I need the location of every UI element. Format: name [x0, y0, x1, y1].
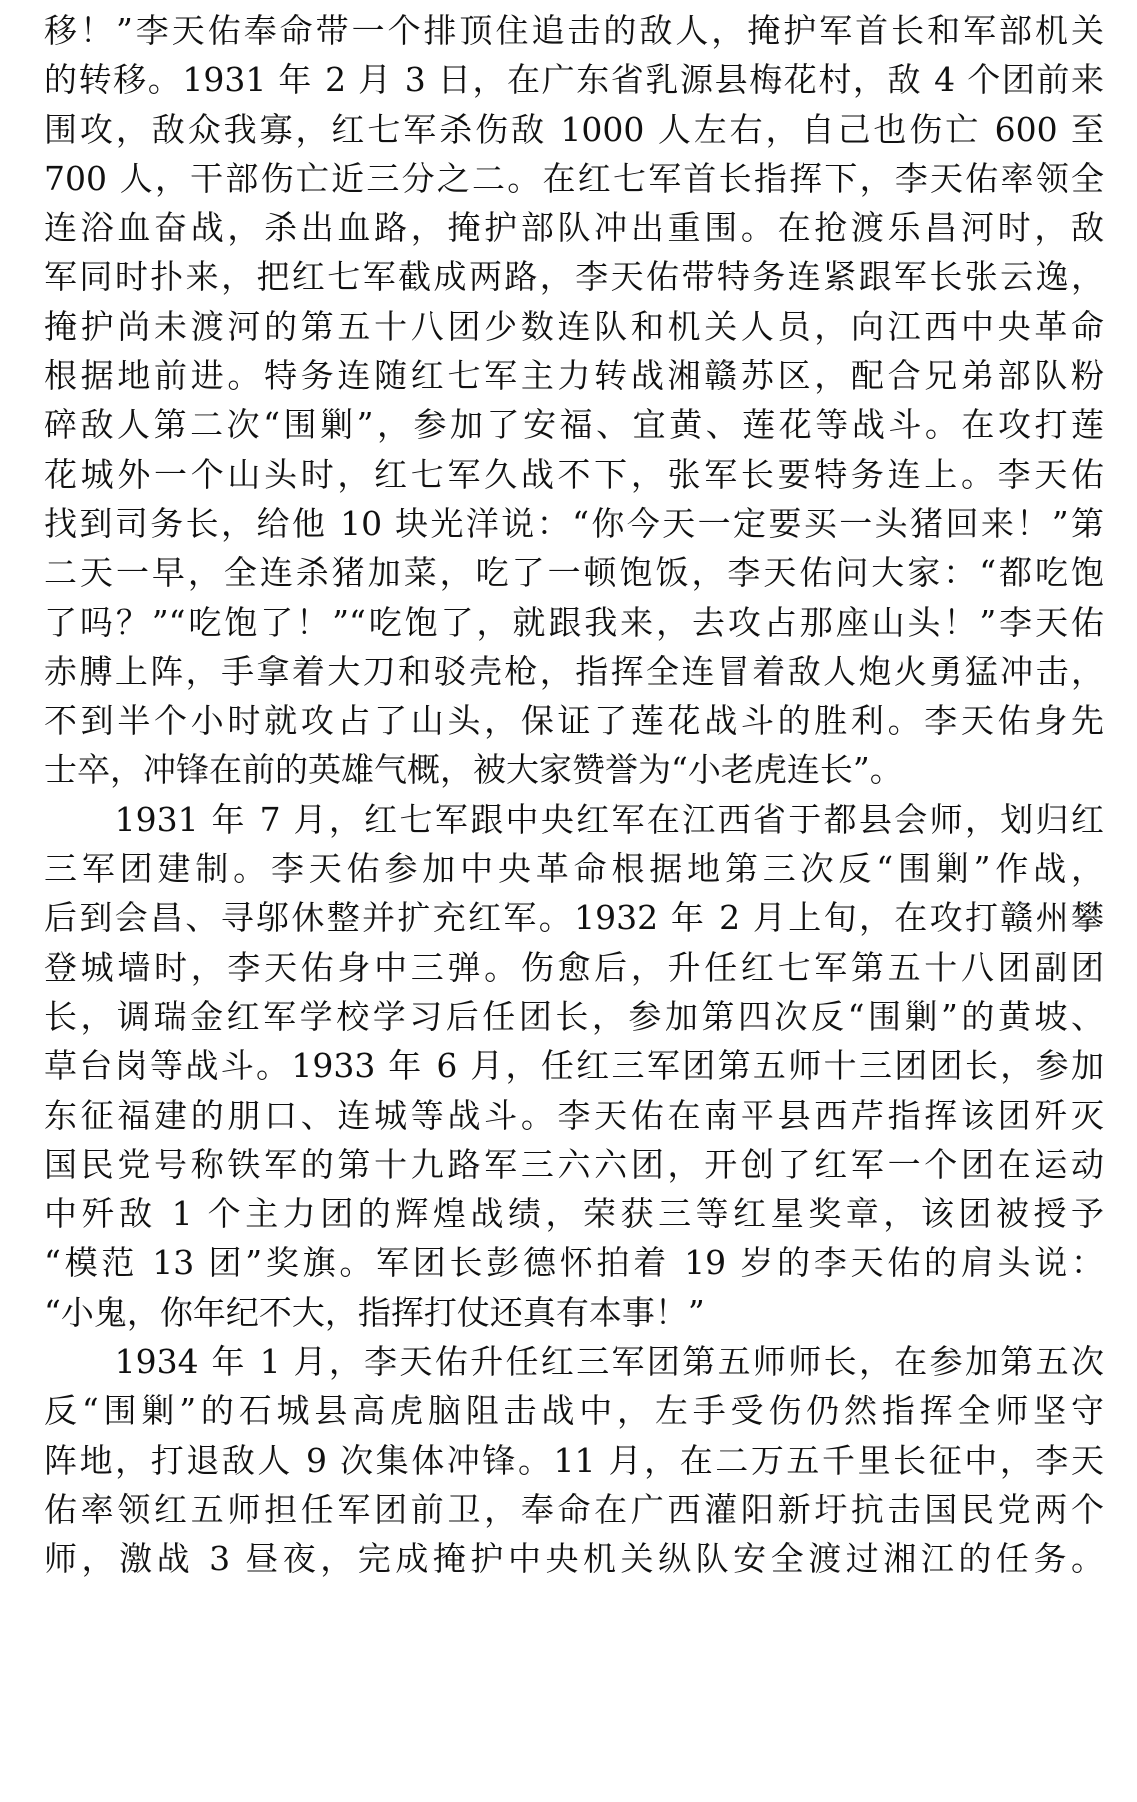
text-line: 碎敌人第二次“围剿”，参加了安福、宜黄、莲花等战斗。在攻打莲: [44, 405, 1104, 445]
text-line: 后到会昌、寻邬休整并扩充红军。1932 年 2 月上旬，在攻打赣州攀: [44, 898, 1104, 938]
text-line: 1934 年 1 月，李天佑升任红三军团第五师师长，在参加第五次: [44, 1342, 1104, 1382]
text-line: 移！”李天佑奉命带一个排顶住追击的敌人，掩护军首长和军部机关: [44, 11, 1104, 50]
text-line: 国民党号称铁军的第十九路军三六六团，开创了红军一个团在运动: [44, 1144, 1104, 1184]
text-line: 700 人，干部伤亡近三分之二。在红七军首长指挥下，李天佑率领全: [44, 158, 1104, 198]
text-line: 阵地，打退敌人 9 次集体冲锋。11 月，在二万五千里长征中，李天: [44, 1440, 1104, 1480]
text-line: 反“围剿”的石城县高虎脑阻击战中，左手受伤仍然指挥全师坚守: [44, 1391, 1104, 1431]
text-line: 佑率领红五师担任军团前卫，奉命在广西灌阳新圩抗击国民党两个: [44, 1489, 1104, 1529]
text-line: 军同时扑来，把红七军截成两路，李天佑带特务连紧跟军长张云逸，: [44, 257, 1104, 297]
text-line: 根据地前进。特务连随红七军主力转战湘赣苏区，配合兄弟部队粉: [44, 356, 1104, 396]
text-line: 花城外一个山头时，红七军久战不下，张军长要特务连上。李天佑: [44, 454, 1104, 494]
text-line: 围攻，敌众我寡，红七军杀伤敌 1000 人左右，自己也伤亡 600 至: [44, 109, 1104, 149]
text-line: 二天一早，全连杀猪加菜，吃了一顿饱饭，李天佑问大家：“都吃饱: [44, 553, 1104, 593]
text-line: 连浴血奋战，杀出血路，掩护部队冲出重围。在抢渡乐昌河时，敌: [44, 208, 1104, 248]
text-line: 三军团建制。李天佑参加中央革命根据地第三次反“围剿”作战，: [44, 849, 1104, 889]
text-line: 掩护尚未渡河的第五十八团少数连队和机关人员，向江西中央革命: [44, 306, 1104, 346]
text-line: 赤膊上阵，手拿着大刀和驳壳枪，指挥全连冒着敌人炮火勇猛冲击，: [44, 651, 1104, 691]
text-line: 草台岗等战斗。1933 年 6 月，任红三军团第五师十三团团长，参加: [44, 1046, 1104, 1086]
text-line: 长，调瑞金红军学校学习后任团长，参加第四次反“围剿”的黄坡、: [44, 996, 1104, 1036]
text-line: 1931 年 7 月，红七军跟中央红军在江西省于都县会师，划归红: [44, 799, 1104, 839]
text-line: 登城墙时，李天佑身中三弹。伤愈后，升任红七军第五十八团副团: [44, 947, 1104, 987]
text-line: “模范 13 团”奖旗。军团长彭德怀拍着 19 岁的李天佑的肩头说：: [44, 1243, 1104, 1283]
text-line: 士卒，冲锋在前的英雄气概，被大家赞誉为“小老虎连长”。: [44, 750, 903, 790]
text-line: 的转移。1931 年 2 月 3 日，在广东省乳源县梅花村，敌 4 个团前来: [44, 60, 1104, 100]
text-line: 东征福建的朋口、连城等战斗。李天佑在南平县西芹指挥该团歼灭: [44, 1095, 1104, 1135]
text-line: “小鬼，你年纪不大，指挥打仗还真有本事！”: [44, 1292, 705, 1332]
text-line: 找到司务长，给他 10 块光洋说：“你今天一定要买一头猪回来！”第: [44, 503, 1104, 543]
text-line: 不到半个小时就攻占了山头，保证了莲花战斗的胜利。李天佑身先: [44, 701, 1104, 741]
body-text: [44, 6, 1104, 1584]
text-line: 师，激战 3 昼夜，完成掩护中央机关纵队安全渡过湘江的任务。: [44, 1539, 1104, 1579]
text-line: 了吗？”“吃饱了！”“吃饱了，就跟我来，去攻占那座山头！”李天佑: [44, 602, 1104, 642]
text-line: 中歼敌 1 个主力团的辉煌战绩，荣获三等红星奖章，该团被授予: [44, 1194, 1104, 1234]
